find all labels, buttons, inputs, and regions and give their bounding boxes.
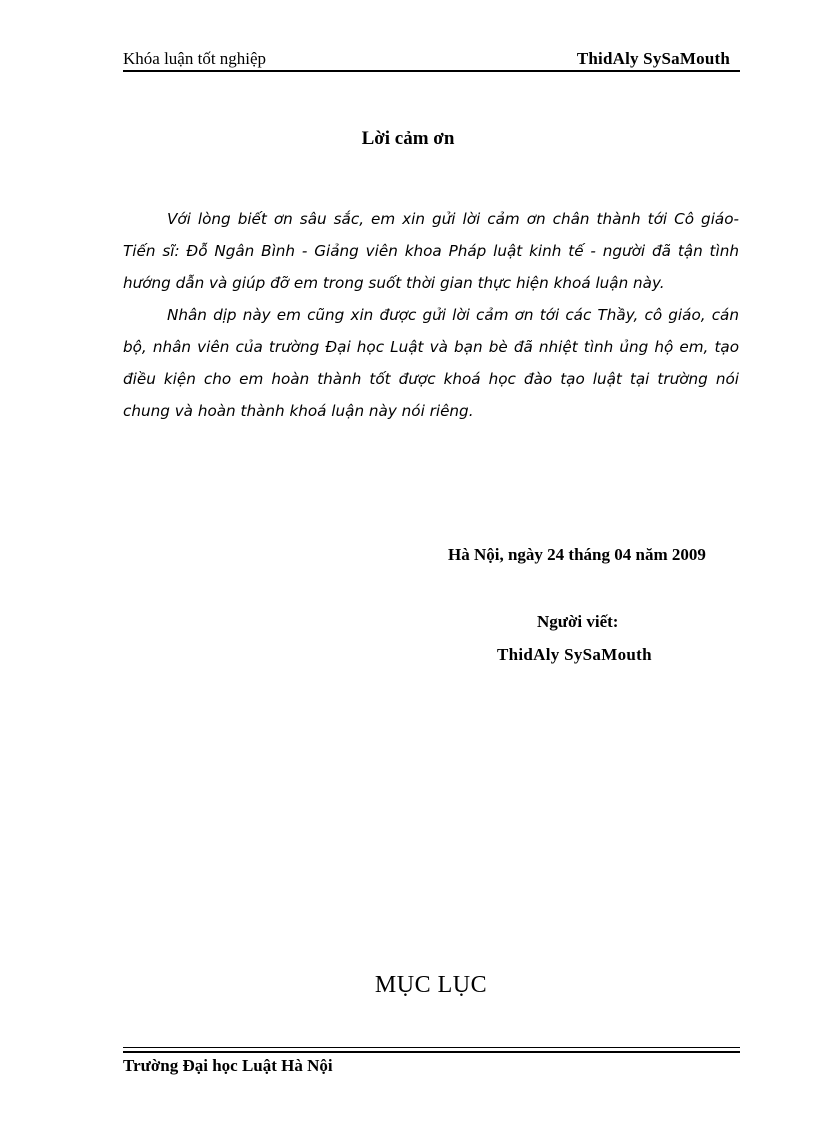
toc-heading: MỤC LỤC (374, 972, 488, 998)
header-left-text: Khóa luận tốt nghiệp (123, 49, 267, 68)
header-right-text: ThidAly SySaMouth (576, 49, 730, 68)
paragraph-2: Nhân dịp này em cũng xin được gửi lời cảm ơn tới các Thầy, cô giáo, cán bộ, nhân viên của trường Đại học Luật và bạn bè đã nhiệt tình ủng hộ em, tạo điều kiện cho em hoàn thành tốt được khoá học đào tạo luật tại trường nói chung và hoàn thành khoá luận này nói riêng. (123, 306, 739, 420)
page-footer: Trường Đại học Luật Hà Nội (123, 1056, 333, 1075)
signer-name: ThidAly SySaMouth (497, 645, 652, 664)
paragraph-1: Với lòng biết ơn sâu sắc, em xin gửi lời cảm ơn chân thành tới Cô giáo- Tiến sĩ: Đỗ Ngân Bình - Giảng viên khoa Pháp luật kinh tế - người đã tận tình hướng dẫn và giúp đỡ em trong suốt thời gian thực hiện khoá luận này. (123, 210, 739, 292)
page-header (123, 48, 740, 72)
footer-rule (123, 1047, 740, 1053)
signer-label: Người viết: (537, 612, 619, 631)
page-title: Lời cảm ơn (361, 128, 455, 149)
acknowledgement-body (123, 203, 739, 427)
date-line: Hà Nội, ngày 24 tháng 04 năm 2009 (448, 545, 706, 564)
